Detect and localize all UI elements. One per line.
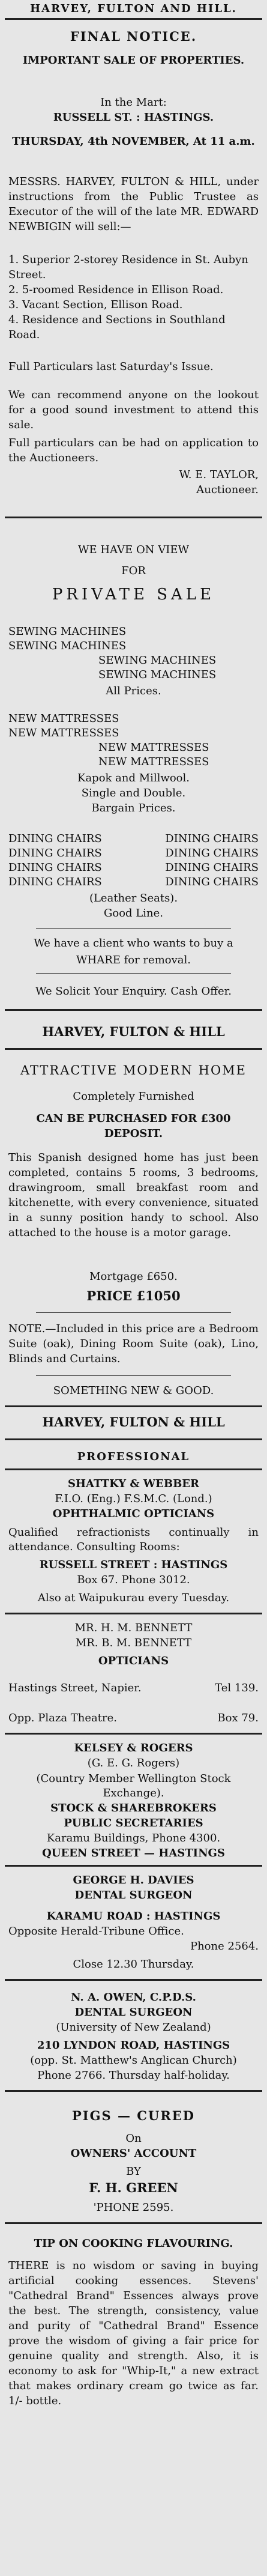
pigs-account: OWNERS' ACCOUNT [70,2147,197,2160]
kelsey-name: KELSEY & ROGERS [74,1742,193,1754]
shattky-box: Box 67. Phone 3012. [77,1574,190,1586]
shattky-name: SHATTKY & WEBBER [68,1477,199,1490]
divider [5,1733,262,1735]
divider [36,1312,231,1313]
mattress-line: NEW MATTRESSES [8,712,119,725]
owen-phone: Phone 2766. Thursday half-holiday. [37,2069,230,2082]
full-particulars: Full Particulars last Saturday's Issue. [8,360,214,373]
notice-body: MESSRS. HARVEY, FULTON & HILL, under instructions from the Public Trustee as Executor of the will of the late MR. EDWARD NEWBIGIN will sell:— [8,175,259,233]
pigs-phone: 'PHONE 2595. [93,2201,174,2214]
divider [5,1009,262,1011]
divider [5,517,262,518]
sewing-line: SEWING MACHINES [8,625,127,638]
shattky-waipukurau: Also at Waipukurau every Tuesday. [37,1592,230,1604]
home-mortgage: Mortgage £650. [89,1270,178,1283]
notice-title: FINAL NOTICE. [70,29,197,44]
divider [5,2090,262,2092]
bennett-address: Hastings Street, Napier. [8,1682,142,1694]
home-body: This Spanish designed home has just been completed, contains 5 rooms, 3 bedrooms, drawingroom, small breakfast room and kitchenette, with every convenience, situated in a sunny position handy to school. Also attached to the house is a motor garage. [8,1151,259,1239]
kelsey-member: (Country Member Wellington Stock Exchange). [36,1772,231,1799]
bennett-tel: Tel 139. [215,1682,259,1694]
view-line: WE HAVE ON VIEW [77,544,189,556]
pigs-name: F. H. GREEN [89,2180,178,2195]
home-deposit: CAN BE PURCHASED FOR £300 DEPOSIT. [36,1112,231,1140]
for-line: FOR [121,565,146,577]
shattky-body: Qualified refractionists continually in attendance. Consulting Rooms: [8,1526,259,1553]
davies-close: Close 12.30 Thursday. [73,1958,194,1971]
mattresses [0,712,267,769]
davies-address: KARAMU ROAD : HASTINGS [46,1910,221,1923]
advertiser-header: HARVEY, FULTON AND HILL. [30,2,237,15]
owen-address: 210 LYNDON ROAD, HASTINGS [37,2039,230,2052]
divider [5,18,262,20]
pigs-heading: PIGS — CURED [71,2108,196,2123]
dining-chairs-label: DINING CHAIRS [8,832,102,845]
sale-date: THURSDAY, 4th NOVEMBER, At 11 a.m. [12,135,255,148]
whare-line-1: We have a client who wants to buy a [34,937,233,950]
dining-chairs-label: DINING CHAIRS [165,876,259,888]
home-sub: Completely Furnished [73,1090,194,1103]
property-list [0,252,267,342]
notice-headline: IMPORTANT SALE OF PROPERTIES. [22,54,245,67]
mattress-line: NEW MATTRESSES [98,741,209,754]
divider [5,1405,262,1407]
divider [5,1468,262,1470]
mart-line: In the Mart: [100,96,167,109]
home-price: PRICE £1050 [86,1288,181,1303]
bennett-opp: Opp. Plaza Theatre. [8,1712,117,1724]
davies-name: GEORGE H. DAVIES [73,1874,194,1887]
divider [5,1048,262,1050]
dining-chairs-label: DINING CHAIRS [8,876,102,888]
bennett-box: Box 79. [217,1712,259,1724]
kelsey-secretaries: PUBLIC SECRETARIES [64,1817,203,1829]
dining-line: Good Line. [104,907,163,920]
divider [5,1613,262,1614]
tip-body: THERE is no wisdom or saving in buying artificial cooking essences. Stevens' "Cathedral Brand" Essences always prove the best. The strength, consistency, value and purity of "Cathedral Brand" Essence prove the wisdom of giving a fair price for genuine quality and strength. Also, it is economy to ask for "Whip-It," a new extract that makes ordinary cream go twice as far. 1/- bottle. [8,2259,259,2407]
property-item: 1. Superior 2-storey Residence in St. Aubyn Street. [8,253,248,281]
divider [5,2222,262,2224]
mart-address: RUSSELL ST. : HASTINGS. [53,111,214,124]
auctioneer-title: Auctioneer. [196,483,259,496]
davies-phone: Phone 2564. [190,1940,259,1953]
owen-name: N. A. OWEN, C.P.D.S. [71,1991,196,2004]
pigs-by: BY [126,2165,141,2178]
something-new: SOMETHING NEW & GOOD. [53,1384,214,1397]
davies-opp: Opposite Herald-Tribune Office. [8,1925,184,1938]
shattky-address: RUSSELL STREET : HASTINGS [39,1559,228,1571]
kelsey-buildings: Karamu Buildings, Phone 4300. [46,1832,221,1844]
dining-chairs-label: DINING CHAIRS [165,861,259,874]
pigs-on: On [125,2132,142,2145]
shattky-sub: OPHTHALMIC OPTICIANS [52,1508,215,1520]
private-sale-heading: PRIVATE SALE [52,586,215,604]
bennett-row-2 [0,1712,267,1724]
dining-chairs-label: DINING CHAIRS [8,861,102,874]
bennett-row-1 [0,1682,267,1694]
advertiser-footer: HARVEY, FULTON & HILL [42,1414,225,1429]
mattress-type: Kapok and Millwool. [77,772,190,784]
owen-univ: (University of New Zealand) [56,2021,211,2034]
recommend-text: We can recommend anyone on the lookout for a good sound investment to attend this sale. [8,389,259,431]
divider [5,1865,262,1867]
dining-chairs-label: DINING CHAIRS [165,832,259,845]
bennett-name-1: MR. H. M. BENNETT [74,1622,193,1634]
property-item: 3. Vacant Section, Ellison Road. [8,299,183,311]
divider [36,928,231,929]
particulars-text: Full particulars can be had on application to the Auctioneers. [8,437,259,464]
kelsey-brokers: STOCK & SHAREBROKERS [50,1802,217,1814]
dining-chairs-label: DINING CHAIRS [165,847,259,859]
sewing-machines [0,625,267,682]
mattress-size: Single and Double. [81,787,186,799]
mattress-line: NEW MATTRESSES [8,727,119,739]
dining-chairs-label: DINING CHAIRS [8,847,102,859]
sewing-line: SEWING MACHINES [8,640,127,652]
auctioneer-name: W. E. TAYLOR, [179,468,259,481]
owen-opp: (opp. St. Matthew's Anglican Church) [30,2054,237,2067]
property-item: 4. Residence and Sections in Southland Road. [8,314,226,341]
shattky-quals: F.I.O. (Eng.) F.S.M.C. (Lond.) [55,1493,212,1505]
davies-sub: DENTAL SURGEON [74,1889,193,1902]
divider [5,1438,262,1440]
solicit-line: We Solicit Your Enquiry. Cash Offer. [35,985,232,998]
property-item: 2. 5-roomed Residence in Ellison Road. [8,283,224,296]
advertiser-header: HARVEY, FULTON & HILL [42,1024,225,1039]
sewing-prices: All Prices. [106,685,161,697]
divider [5,1979,262,1981]
kelsey-street: QUEEN STREET — HASTINGS [42,1847,225,1859]
dining-chairs [0,832,267,889]
divider [36,973,231,974]
tip-heading: TIP ON COOKING FLAVOURING. [34,2237,233,2250]
home-heading: ATTRACTIVE MODERN HOME [20,1063,247,1077]
bennett-sub: OPTICIANS [98,1655,169,1667]
bennett-name-2: MR. B. M. BENNETT [75,1637,192,1649]
dining-seats: (Leather Seats). [89,892,178,905]
whare-line-2: WHARE for removal. [76,954,191,966]
professional-heading: PROFESSIONAL [77,1450,190,1463]
mattress-line: NEW MATTRESSES [98,756,209,768]
divider [36,1375,231,1376]
home-note: NOTE.—Included in this price are a Bedroom Suite (oak), Dining Room Suite (oak), Lino, Blinds and Curtains. [8,1323,259,1365]
sewing-line: SEWING MACHINES [98,654,217,667]
owen-sub: DENTAL SURGEON [74,2006,193,2019]
kelsey-sub: (G. E. G. Rogers) [87,1757,180,1769]
sewing-line: SEWING MACHINES [98,668,217,681]
mattress-prices: Bargain Prices. [91,802,176,814]
